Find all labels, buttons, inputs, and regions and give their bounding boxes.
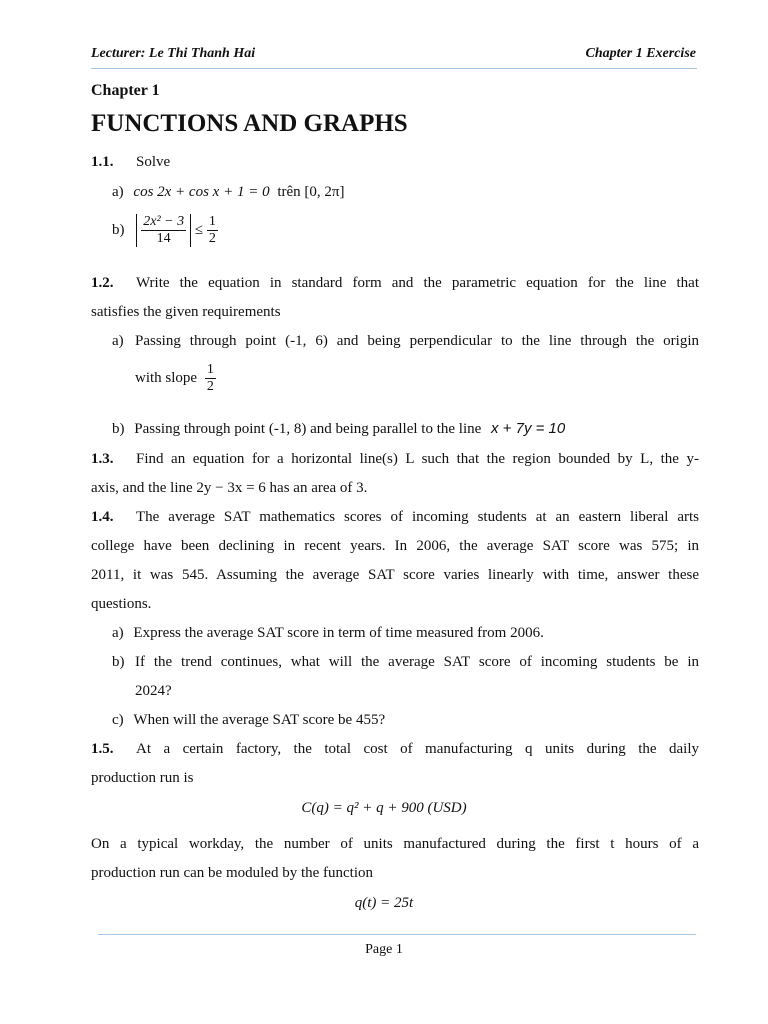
exercise-1-4-b-cont: 2024? — [135, 683, 172, 699]
exercise-1-4-c — [112, 712, 385, 729]
exercise-text: Find an equation for a horizontal line(s) L such that the region bounded by L, the y- — [136, 451, 699, 467]
denominator: 14 — [141, 230, 186, 247]
denominator: 2 — [208, 231, 216, 246]
exercise-1-2 — [91, 275, 699, 292]
page-number: Page 1 — [365, 942, 403, 957]
exercise-text-cont: 2011, it was 545. Assuming the average SAT score varies linearly with time, answer these — [91, 567, 699, 583]
item-label: a) — [112, 333, 124, 349]
slope-fraction — [205, 362, 216, 395]
item-text: When will the average SAT score be 455? — [133, 712, 386, 728]
item-label: a) — [112, 184, 124, 200]
fraction — [141, 214, 186, 247]
denominator: 2 — [206, 379, 214, 394]
exercise-1-1-b — [112, 214, 218, 247]
item-label: b) — [112, 421, 125, 437]
exercise-text-cont: satisfies the given requirements — [91, 304, 281, 320]
item-label: c) — [112, 712, 124, 728]
cost-equation: C(q) = q² + q + 900 (USD) — [301, 800, 467, 816]
exercise-number: 1.2. — [91, 275, 114, 291]
chapter-label: Chapter 1 — [91, 82, 160, 99]
item-text: with slope — [135, 370, 198, 386]
exercise-text: Write the equation in standard form and the parametric equation for the line that — [136, 275, 699, 291]
exercise-number: 1.5. — [91, 741, 114, 757]
numerator: 1 — [208, 214, 216, 229]
exercise-1-4-a — [112, 625, 544, 642]
exercise-number: 1.4. — [91, 509, 114, 525]
interval-text: trên [0, 2π] — [277, 184, 345, 200]
exercise-1-4 — [91, 509, 699, 526]
header-rule — [91, 68, 697, 69]
item-text: Passing through point (-1, 8) and being parallel to the line — [134, 421, 482, 437]
item-label: b) — [112, 654, 125, 670]
exercise-1-3 — [91, 451, 699, 468]
fraction — [207, 214, 218, 247]
page-title: FUNCTIONS AND GRAPHS — [91, 110, 408, 137]
exercise-text-cont: axis, and the line 2y − 3x = 6 has an area of 3. — [91, 480, 368, 496]
exercise-1-4-b: If the trend continues, what will the average SAT score of incoming students be in — [135, 654, 699, 670]
exercise-text: The average SAT mathematics scores of incoming students at an eastern liberal arts — [136, 509, 699, 525]
numerator: 1 — [206, 362, 214, 377]
exercise-1-2-b — [112, 420, 565, 438]
exercise-text-cont: production run is — [91, 770, 194, 786]
relation: ≤ — [194, 222, 204, 238]
exercise-text-cont: production run can be moduled by the function — [91, 865, 374, 881]
equation: cos 2x + cos x + 1 = 0 — [133, 184, 270, 200]
production-equation: q(t) = 25t — [354, 895, 414, 911]
item-label: a) — [112, 625, 124, 641]
exercise-text-cont: On a typical workday, the number of units manufactured during the first t hours of a — [91, 836, 699, 852]
exercise-text: At a certain factory, the total cost of manufacturing q units during the daily — [136, 741, 699, 757]
equation: x + 7y = 10 — [491, 420, 566, 437]
exercise-1-2-a-cont — [135, 362, 216, 395]
exercise-1-1-a — [112, 184, 344, 201]
item-label: b) — [112, 222, 125, 238]
absolute-value — [136, 214, 191, 247]
header-chapter: Chapter 1 Exercise — [585, 46, 696, 61]
exercise-number: 1.3. — [91, 451, 114, 467]
item-text: Express the average SAT score in term of time measured from 2006. — [133, 625, 544, 641]
exercise-text-cont: college have been declining in recent years. In 2006, the average SAT score was 575; in — [91, 538, 699, 554]
exercise-1-5 — [91, 741, 699, 758]
exercise-1-1 — [91, 154, 699, 171]
header-lecturer: Lecturer: Le Thi Thanh Hai — [91, 46, 256, 61]
exercise-text: Solve — [136, 154, 171, 170]
exercise-text-cont: questions. — [91, 596, 152, 612]
numerator: 2x² − 3 — [143, 214, 185, 229]
exercise-number: 1.1. — [91, 154, 114, 170]
footer-rule — [98, 934, 696, 935]
exercise-1-2-a: Passing through point (-1, 6) and being perpendicular to the line through the origin — [135, 333, 699, 349]
